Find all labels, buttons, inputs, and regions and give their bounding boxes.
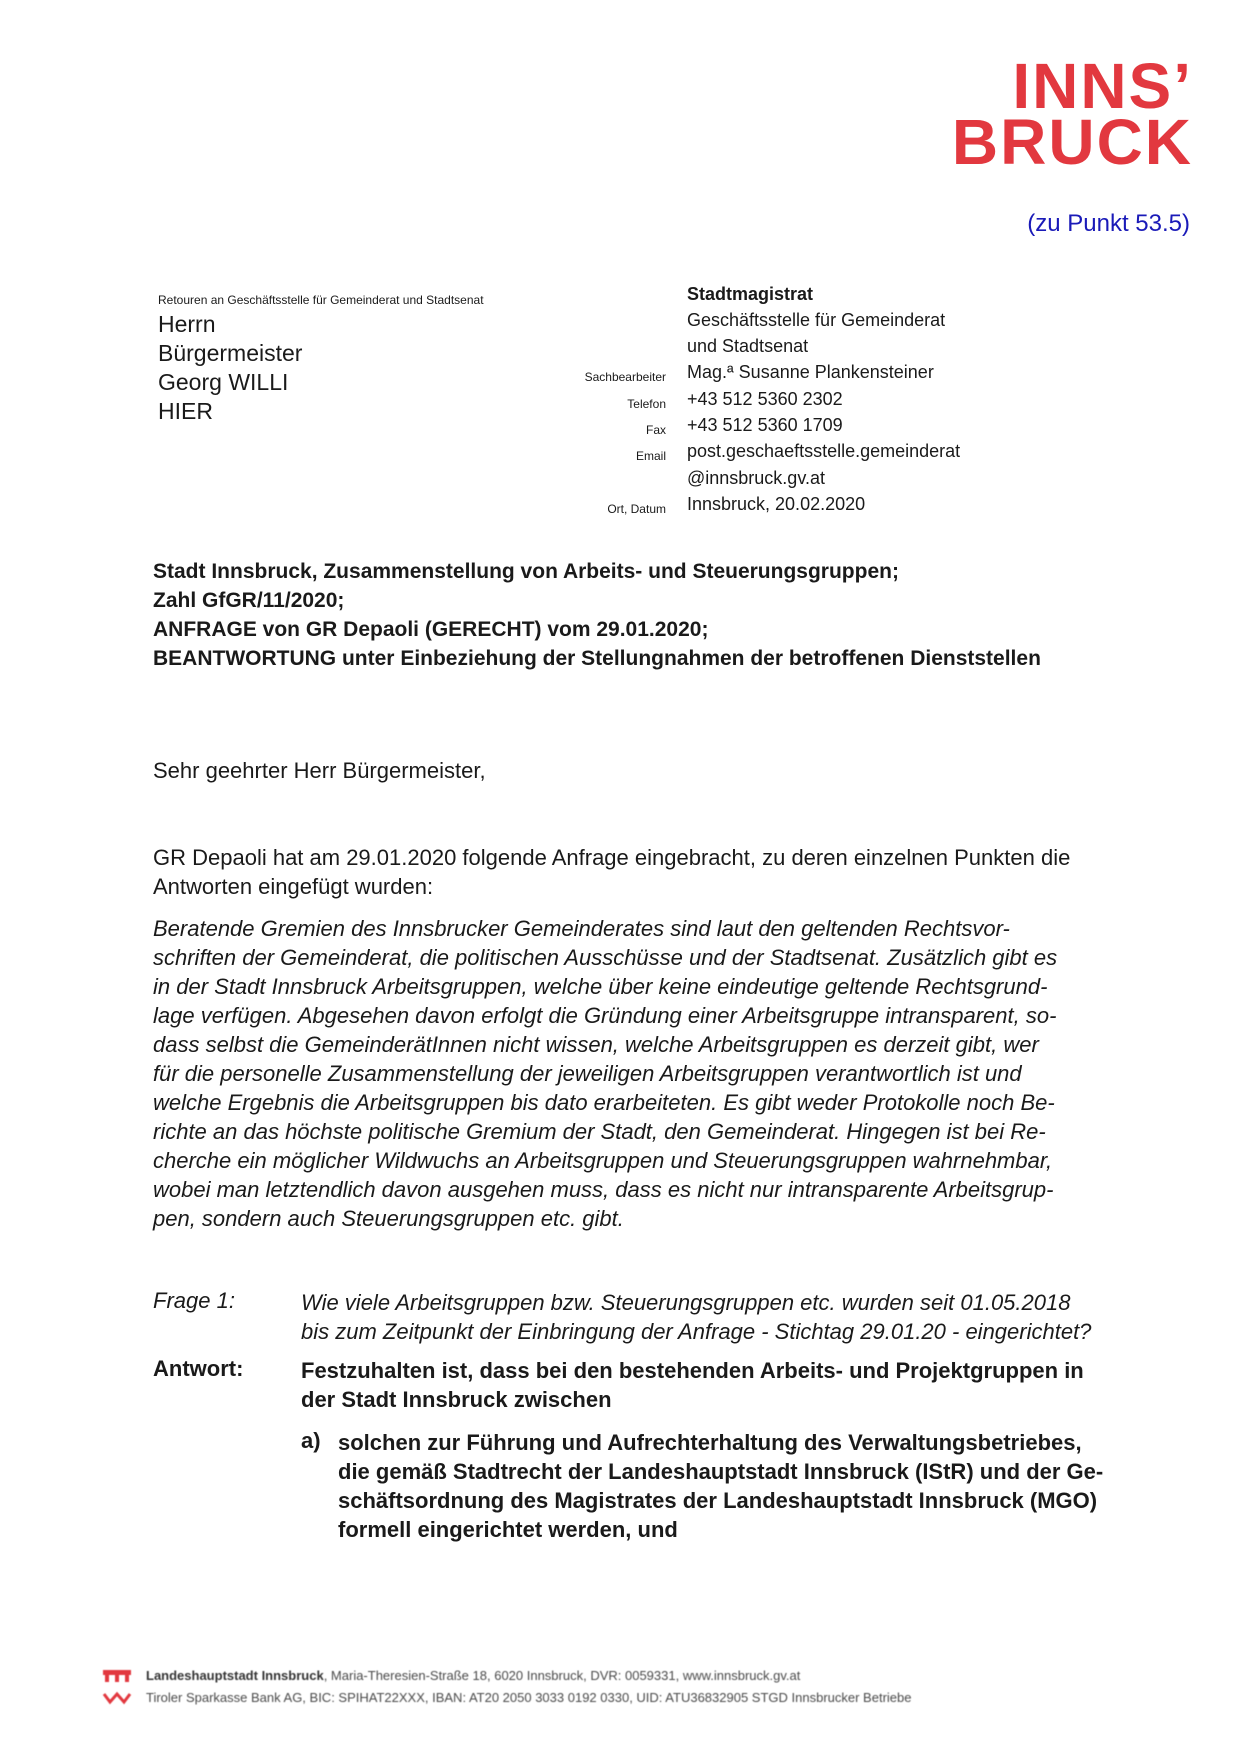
salutation: Sehr geehrter Herr Bürgermeister,	[153, 758, 486, 783]
answer-item-line: solchen zur Führung und Aufrechterhaltung des Verwaltungsbetriebes,	[338, 1430, 1082, 1455]
quote-line: dass selbst die GemeinderätInnen nicht wissen, welche Arbeitsgruppen es derzeit gibt, wer	[153, 1032, 1039, 1057]
date-label: Ort, Datum	[607, 502, 666, 516]
sender-dept-line2: und Stadtsenat	[687, 336, 809, 356]
quote-line: wobei man letztendlich davon ausgehen muss, dass es nicht nur intransparente Arbeitsgrup-	[153, 1177, 1054, 1202]
email-line2: @innsbruck.gv.at	[687, 468, 825, 488]
question-line: bis zum Zeitpunkt der Einbringung der Anfrage - Stichtag 29.01.20 - eingerichtet?	[301, 1319, 1092, 1344]
answer-line: der Stadt Innsbruck zwischen	[301, 1387, 612, 1412]
logo-line-1: INNS’	[1012, 50, 1193, 122]
answer-item-a-marker: a)	[301, 1428, 321, 1453]
phone-label: Telefon	[627, 397, 666, 411]
city-emblem-icon	[102, 1668, 132, 1684]
quote-line: in der Stadt Innsbruck Arbeitsgruppen, welche über keine eindeutige geltende Rechtsgrund-	[153, 974, 1048, 999]
return-note: Retouren an Geschäftsstelle für Gemeinderat und Stadtsenat	[158, 293, 484, 307]
footer-city-name: Landeshauptstadt Innsbruck	[146, 1668, 324, 1683]
email-label: Email	[635, 449, 666, 463]
recipient-line: Bürgermeister	[158, 340, 303, 366]
bank-emblem-icon	[102, 1690, 132, 1706]
answer-item-a-text	[338, 1428, 1138, 1544]
subject-line: BEANTWORTUNG unter Einbeziehung der Stellungnahmen der betroffenen Dienststellen	[153, 647, 1041, 670]
innsbruck-logo	[948, 50, 1193, 178]
logo-line-2: BRUCK	[951, 106, 1193, 178]
agenda-reference: (zu Punkt 53.5)	[1027, 210, 1190, 237]
intro-paragraph: GR Depaoli hat am 29.01.2020 folgende Anfrage eingebracht, zu deren einzelnen Punkten die Antworten eingefügt wurden:	[153, 845, 1071, 899]
footer-bank-details: Tiroler Sparkasse Bank AG, BIC: SPIHAT22XXX, IBAN: AT20 2050 3033 0192 0330, UID: ATU36832905 STGD Innsbrucker Betriebe	[146, 1690, 912, 1705]
fax-label: Fax	[645, 423, 666, 437]
recipient-line: Georg WILLI	[158, 369, 289, 395]
answer-line: Festzuhalten ist, dass bei den bestehenden Arbeits- und Projektgruppen in	[301, 1358, 1084, 1383]
subject-block	[153, 557, 1153, 673]
answer-item-line: die gemäß Stadtrecht der Landeshauptstadt Innsbruck (IStR) und der Ge-	[338, 1459, 1104, 1484]
phone-number: +43 512 5360 2302	[687, 389, 843, 409]
clerk-label: Sachbearbeiter	[584, 370, 666, 384]
place-date: Innsbruck, 20.02.2020	[687, 494, 866, 514]
answer-1-label: Antwort:	[153, 1356, 244, 1381]
footer-address: , Maria-Theresien-Straße 18, 6020 Innsbruck, DVR: 0059331, www.innsbruck.gv.at	[323, 1668, 801, 1683]
subject-line: ANFRAGE von GR Depaoli (GERECHT) vom 29.01.2020;	[153, 618, 709, 641]
question-line: Wie viele Arbeitsgruppen bzw. Steuerungsgruppen etc. wurden seit 01.05.2018	[301, 1290, 1071, 1315]
recipient-line: HIER	[158, 398, 213, 424]
quote-line: für die personelle Zusammenstellung der jeweiligen Arbeitsgruppen verantwortlich ist und	[153, 1061, 1022, 1086]
quote-line: pen, sondern auch Steuerungsgruppen etc. gibt.	[153, 1206, 624, 1231]
answer-1-text	[301, 1356, 1141, 1414]
recipient-line: Herrn	[158, 311, 216, 337]
email-line1: post.geschaeftsstelle.gemeinderat	[687, 441, 961, 461]
letter-footer	[102, 1665, 1202, 1709]
inquiry-quote	[153, 914, 1133, 1233]
answer-item-line: formell eingerichtet werden, und	[338, 1517, 678, 1542]
quote-line: welche Ergebnis die Arbeitsgruppen bis dato erarbeiteten. Es gibt weder Protokolle noch Be-	[153, 1090, 1055, 1115]
clerk-name: Mag.ª Susanne Plankensteiner	[687, 362, 934, 382]
fax-number: +43 512 5360 1709	[687, 415, 843, 435]
sender-org: Stadtmagistrat	[687, 284, 814, 304]
quote-line: Beratende Gremien des Innsbrucker Gemeinderates sind laut den geltenden Rechtsvor-	[153, 916, 1010, 941]
question-1-text	[301, 1288, 1141, 1346]
quote-line: lage verfügen. Abgesehen davon erfolgt die Gründung einer Arbeitsgruppe intransparent, so-	[153, 1003, 1057, 1028]
subject-line: Stadt Innsbruck, Zusammenstellung von Arbeits- und Steuerungsgruppen;	[153, 560, 899, 583]
quote-line: cherche ein möglicher Wildwuchs an Arbeitsgruppen und Steuerungsgruppen wahrnehmbar,	[153, 1148, 1053, 1173]
answer-item-line: schäftsordnung des Magistrates der Landeshauptstadt Innsbruck (MGO)	[338, 1488, 1098, 1513]
sender-dept-line1: Geschäftsstelle für Gemeinderat	[687, 310, 946, 330]
question-1-label: Frage 1:	[153, 1288, 235, 1313]
quote-line: schriften der Gemeinderat, die politischen Ausschüsse und der Stadtsenat. Zusätzlich gibt es	[153, 945, 1058, 970]
subject-line: Zahl GfGR/11/2020;	[153, 589, 345, 612]
quote-line: richte an das höchste politische Gremium der Stadt, den Gemeinderat. Hingegen ist bei Re-	[153, 1119, 1046, 1144]
